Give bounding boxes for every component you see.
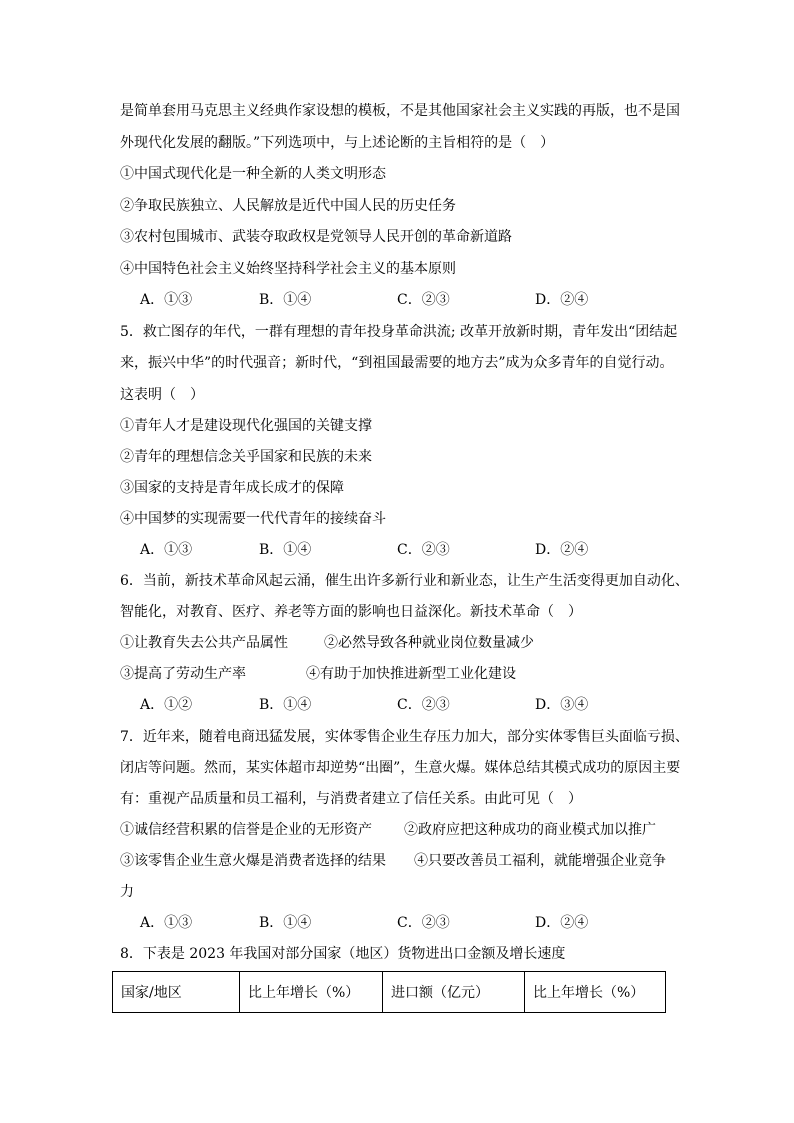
table-header-row bbox=[113, 972, 666, 1013]
q4-item: ②争取民族独立、人民解放是近代中国人民的历史任务 bbox=[120, 198, 456, 214]
option-c[interactable]: C．②③ bbox=[397, 697, 450, 713]
q6-item: ③提高了劳动生产率 bbox=[120, 666, 246, 682]
option-b[interactable]: B．①④ bbox=[259, 697, 312, 713]
option-b[interactable]: B．①④ bbox=[259, 542, 312, 558]
q6-item: ②必然导致各种就业岗位数量减少 bbox=[324, 635, 534, 651]
trade-table bbox=[112, 971, 666, 1013]
q4-text-line: 是简单套用马克思主义经典作家设想的模板，不是其他国家社会主义实践的再版，也不是国 bbox=[120, 103, 680, 119]
q7-item: ③该零售企业生意火爆是消费者选择的结果 bbox=[120, 853, 386, 869]
q4-item: ①中国式现代化是一种全新的人类文明形态 bbox=[120, 166, 386, 182]
q6-stem-line: 6．当前，新技术革命风起云涌，催生出许多新行业和新业态，让生产生活变得更加自动化、 bbox=[120, 573, 689, 589]
q7-stem-line: 7．近年来，随着电商迅猛发展，实体零售企业生存压力加大，部分实体零售巨头面临亏损、 bbox=[120, 729, 689, 745]
q5-item: ②青年的理想信念关乎国家和民族的未来 bbox=[120, 449, 372, 465]
option-b[interactable]: B．①④ bbox=[259, 915, 312, 931]
q5-stem-line: 5．救亡图存的年代，一群有理想的青年投身革命洪流; 改革开放新时期，青年发出“团结起 bbox=[120, 324, 678, 340]
option-a[interactable]: A．①③ bbox=[140, 915, 193, 931]
q6-item: ④有助于加快推进新型工业化建设 bbox=[306, 666, 516, 682]
table-header-cell: 进口额（亿元） bbox=[383, 972, 525, 1013]
option-d[interactable]: D．②④ bbox=[535, 915, 589, 931]
q7-item-continuation: 力 bbox=[120, 884, 134, 900]
option-a[interactable]: A．①② bbox=[140, 697, 193, 713]
table-header-cell: 比上年增长（%） bbox=[525, 972, 666, 1013]
table-header-cell: 比上年增长（%） bbox=[240, 972, 383, 1013]
option-b[interactable]: B．①④ bbox=[259, 292, 312, 308]
option-a[interactable]: A．①③ bbox=[140, 542, 193, 558]
q4-item: ③农村包围城市、武装夺取政权是党领导人民开创的革命新道路 bbox=[120, 229, 512, 245]
q7-stem-line: 闭店等问题。然而，某实体超市却逆势“出圈”，生意火爆。媒体总结其模式成功的原因主要 bbox=[120, 760, 681, 776]
q6-stem-line: 智能化，对教育、医疗、养老等方面的影响也日益深化。新技术革命（ ） bbox=[120, 604, 582, 620]
q7-stem-line: 有：重视产品质量和员工福利，与消费者建立了信任关系。由此可见（ ） bbox=[120, 791, 582, 807]
option-d[interactable]: D．③④ bbox=[535, 697, 589, 713]
option-d[interactable]: D．②④ bbox=[535, 292, 589, 308]
q5-item: ③国家的支持是青年成长成才的保障 bbox=[120, 480, 344, 496]
table-header-cell: 国家/地区 bbox=[113, 972, 240, 1013]
option-a[interactable]: A．①③ bbox=[140, 292, 193, 308]
q4-text-line: 外现代化发展的翻版。”下列选项中，与上述论断的主旨相符的是（ ） bbox=[120, 135, 555, 151]
q5-item: ④中国梦的实现需要一代代青年的接续奋斗 bbox=[120, 511, 386, 527]
q7-item: ④只要改善员工福利，就能增强企业竞争 bbox=[414, 853, 666, 869]
q5-item: ①青年人才是建设现代化强国的关键支撑 bbox=[120, 418, 372, 434]
option-c[interactable]: C．②③ bbox=[397, 292, 450, 308]
option-c[interactable]: C．②③ bbox=[397, 542, 450, 558]
q4-item: ④中国特色社会主义始终坚持科学社会主义的基本原则 bbox=[120, 261, 456, 277]
q6-item: ①让教育失去公共产品属性 bbox=[120, 635, 288, 651]
option-c[interactable]: C．②③ bbox=[397, 915, 450, 931]
q8-stem-line: 8．下表是 2023 年我国对部分国家（地区）货物进出口金额及增长速度 bbox=[120, 946, 566, 962]
q5-stem-line: 来，振兴中华”的时代强音；新时代，“到祖国最需要的地方去”成为众多青年的自觉行动。 bbox=[120, 355, 674, 371]
option-d[interactable]: D．②④ bbox=[535, 542, 589, 558]
q5-stem-line: 这表明（ ） bbox=[120, 387, 204, 403]
q7-item: ①诚信经营积累的信誉是企业的无形资产 bbox=[120, 822, 372, 838]
q7-item: ②政府应把这种成功的商业模式加以推广 bbox=[404, 822, 656, 838]
